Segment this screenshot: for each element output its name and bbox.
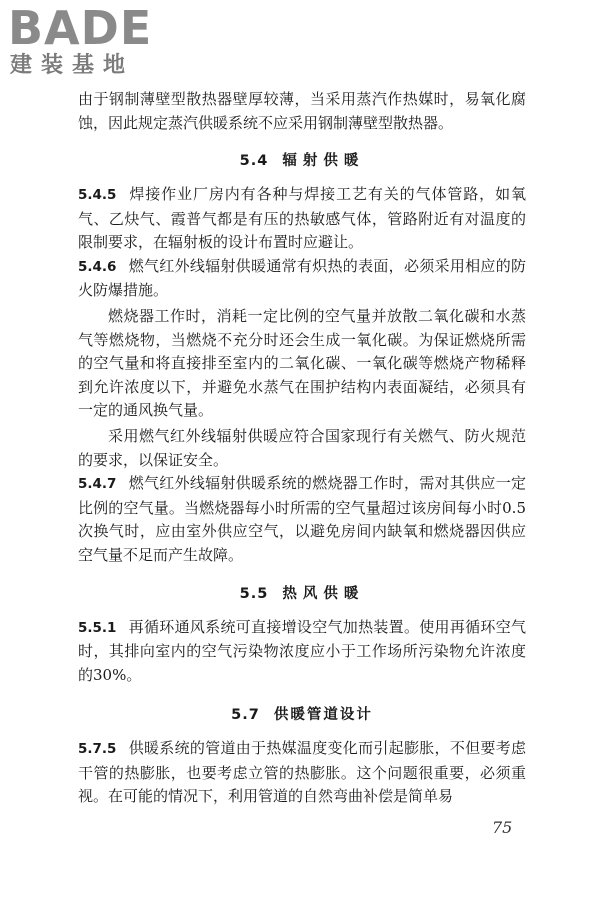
section-heading-5-5 — [78, 582, 526, 604]
logo-wordmark: BADE — [8, 1, 153, 55]
paragraph-text: 由于钢制薄壁型散热器壁厚较薄，当采用蒸汽作热媒时，易氧化腐蚀，因此规定蒸汽供暖系统不应采用钢制薄壁型散热器。 — [78, 90, 526, 132]
clause-5-4-7 — [78, 472, 526, 567]
site-logo — [8, 1, 178, 80]
section-title: 供暖管道设计 — [273, 707, 373, 724]
clause-5-7-5 — [78, 737, 526, 809]
clause-number: 5.4.7 — [78, 476, 117, 493]
page-number: 75 — [492, 818, 513, 837]
section-heading-5-4 — [78, 149, 526, 171]
section-title: 热风供暖 — [282, 585, 365, 602]
paragraph-text: 燃烧器工作时，消耗一定比例的空气量并放散二氧化碳和水蒸气等燃烧物，当燃烧不充分时还会生成一氧化碳。为保证燃烧所需的空气量和将直接排至室内的二氧化碳、一氧化碳等燃烧产物稀释到允许浓度以下，并避免水蒸气在围护结构内表面凝结，必须具有一定的通风换气量。 — [78, 306, 526, 420]
section-number: 5.5 — [239, 585, 269, 602]
clause-text: 供暖系统的管道由于热媒温度变化而引起膨胀，不但要考虑干管的热膨胀，也要考虑立管的热膨胀。这个问题很重要，必须重视。在可能的情况下，利用管道的自然弯曲补偿是简单易 — [78, 739, 526, 806]
section-number: 5.4 — [239, 153, 269, 169]
clause-5-4-6 — [78, 255, 526, 303]
clause-5-4-5 — [78, 183, 526, 255]
clause-number: 5.4.5 — [78, 187, 117, 203]
section-title: 辐射供暖 — [282, 153, 365, 169]
clause-number: 5.4.6 — [78, 258, 117, 275]
clause-text: 焊接作业厂房内有各种与焊接工艺有关的气体管路，如氧气、乙炔气、霞普气都是有压的热敏感气体，管路附近有对温度的限制要求，在辐射板的设计布置时应避让。 — [78, 185, 526, 252]
clause-number: 5.7.5 — [78, 741, 117, 758]
clause-text: 燃气红外线辐射供暖通常有炽热的表面，必须采用相应的防火防爆措施。 — [78, 256, 526, 300]
clause-5-5-1 — [78, 616, 526, 688]
paragraph-continued — [78, 88, 526, 135]
clause-text: 燃气红外线辐射供暖系统的燃烧器工作时，需对其供应一定比例的空气量。当燃烧器每小时所需的空气量超过该房间每小时0.5次换气时，应由室外供应空气，以避免房间内缺氧和燃烧器因供应空气量不足而产生故障。 — [78, 474, 526, 564]
paragraph-text: 采用燃气红外线辐射供暖应符合国家现行有关燃气、防火规范的要求，以保证安全。 — [78, 426, 526, 469]
clause-text: 再循环通风系统可直接增设空气加热装置。使用再循环空气时，其排向室内的空气污染物浓度应小于工作场所污染物允许浓度的30%。 — [78, 617, 526, 684]
section-number: 5.7 — [231, 707, 260, 724]
paragraph — [78, 425, 526, 472]
clause-number: 5.5.1 — [78, 619, 117, 636]
logo-subtitle: 建装基地 — [10, 53, 135, 78]
paragraph — [78, 305, 526, 423]
section-heading-5-7 — [78, 703, 526, 725]
page-body — [78, 88, 526, 809]
